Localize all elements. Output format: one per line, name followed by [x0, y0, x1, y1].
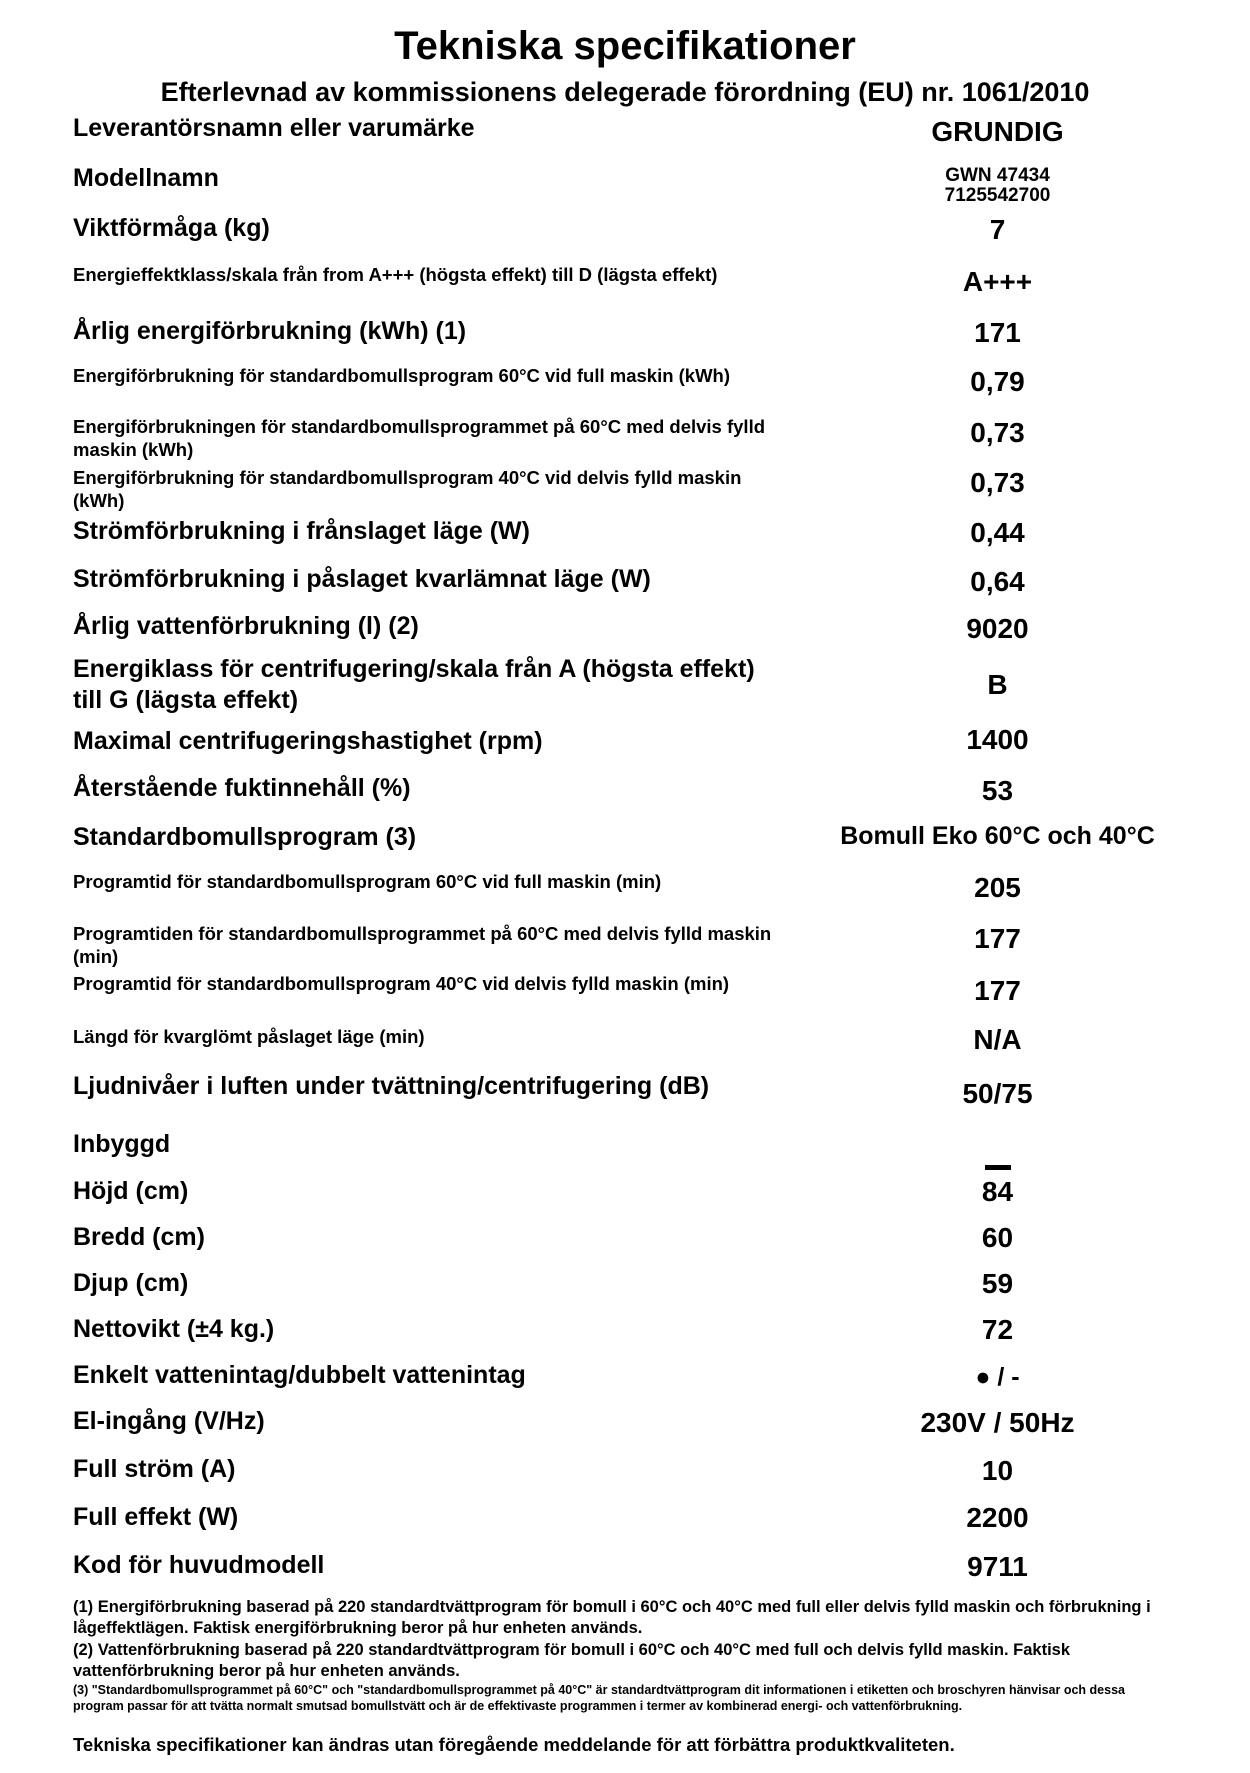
spec-label: Årlig vattenförbrukning (l) (2)	[73, 612, 419, 640]
spec-value: 0,73	[970, 467, 1025, 498]
built-in-dash	[850, 1144, 1145, 1178]
spec-value: 9711	[967, 1551, 1028, 1582]
spec-label: Kod för huvudmodell	[73, 1551, 325, 1579]
spec-value: GRUNDIG	[931, 116, 1064, 147]
footnote-3: (3) "Standardbomullsprogrammet på 60°C" och "standardbomullsprogrammet på 40°C" är standardtvättprogram dit informationen i etiketten och broschyren hänvisar och dessa program passar för att tvätta normalt smutsad bomullstvätt och är de effektivaste programmen i termer av kombinerad energi- och vattenförbrukning.	[73, 1683, 1125, 1713]
spec-value: N/A	[973, 1024, 1022, 1055]
page-title: Tekniska specifikationer	[394, 24, 856, 68]
spec-value: 0,73	[970, 417, 1025, 448]
spec-label: Energiförbrukning för standardbomullsprogram 40°C vid delvis fylld maskin (kWh)	[73, 467, 742, 511]
spec-value: 7	[989, 214, 1006, 245]
spec-label: Full ström (A)	[73, 1455, 236, 1483]
spec-label: Djup (cm)	[73, 1269, 189, 1297]
spec-label: Årlig energiförbrukning (kWh) (1)	[73, 317, 467, 345]
footnote-2: (2) Vattenförbrukning baserad på 220 standardtvättprogram för bomull i 60°C och 40°C med full och delvis fylld maskin. Faktisk vattenförbrukning beror på hur enheten används.	[73, 1641, 1071, 1680]
spec-value: 1400	[966, 724, 1029, 755]
spec-label: Energiförbrukningen för standardbomullsprogrammet på 60°C med delvis fylld maskin (kWh)	[73, 416, 766, 460]
spec-label: Energiklass för centrifugering/skala från A (högsta effekt) till G (lägsta effekt)	[73, 655, 755, 714]
spec-value: GWN 47434	[945, 165, 1050, 186]
dash-mark	[985, 1165, 1011, 1170]
spec-value: 177	[974, 975, 1021, 1006]
spec-value: 0,44	[970, 517, 1025, 548]
spec-label: El-ingång (V/Hz)	[73, 1407, 265, 1435]
spec-label: Programtid för standardbomullsprogram 60°C vid full maskin (min)	[73, 871, 662, 892]
spec-label: Programtid för standardbomullsprogram 40°C vid delvis fylld maskin (min)	[73, 973, 730, 994]
spec-value: 84	[981, 1176, 1014, 1207]
spec-value: 0,64	[970, 566, 1025, 597]
spec-value: 0,79	[970, 366, 1025, 397]
spec-label: Enkelt vattenintag/dubbelt vattenintag	[73, 1361, 526, 1389]
spec-label: Längd för kvarglömt påslaget läge (min)	[73, 1026, 425, 1047]
spec-label: Programtiden för standardbomullsprogrammet på 60°C med delvis fylld maskin (min)	[73, 923, 772, 967]
spec-label: Leverantörsnamn eller varumärke	[73, 114, 475, 142]
spec-value: 171	[974, 317, 1021, 348]
spec-label: Energieffektklass/skala från from A+++ (högsta effekt) till D (lägsta effekt)	[73, 264, 718, 285]
spec-label: Standardbomullsprogram (3)	[73, 823, 417, 851]
spec-value: A+++	[962, 266, 1033, 297]
spec-value: ● / -	[975, 1363, 1020, 1391]
closing-note: Tekniska specifikationer kan ändras utan föregående meddelande för att förbättra produktkvaliteten.	[73, 1734, 955, 1755]
spec-value: B	[987, 669, 1008, 700]
spec-value-secondary: 7125542700	[944, 185, 1051, 206]
spec-value: 10	[981, 1455, 1014, 1486]
spec-value: Bomull Eko 60°C och 40°C	[840, 822, 1155, 850]
spec-label: Bredd (cm)	[73, 1223, 205, 1251]
spec-value: 59	[981, 1268, 1014, 1299]
spec-value: 72	[981, 1314, 1014, 1345]
spec-label: Strömförbrukning i frånslaget läge (W)	[73, 517, 530, 545]
spec-label: Maximal centrifugeringshastighet (rpm)	[73, 727, 543, 755]
spec-label: Nettovikt (±4 kg.)	[73, 1315, 275, 1343]
spec-value: 60	[981, 1222, 1014, 1253]
spec-label: Strömförbrukning i påslaget kvarlämnat läge (W)	[73, 565, 651, 593]
spec-label: Ljudnivåer i luften under tvättning/centrifugering (dB)	[73, 1072, 710, 1100]
spec-label: Inbyggd	[73, 1130, 171, 1158]
footnote-1: (1) Energiförbrukning baserad på 220 standardtvättprogram för bomull i 60°C och 40°C med full eller delvis fylld maskin och förbrukning i lågeffektlägen. Faktisk energiförbrukning beror på hur enheten används.	[73, 1598, 1151, 1637]
spec-label: Viktförmåga (kg)	[73, 214, 270, 242]
spec-label: Återstående fuktinnehåll (%)	[73, 774, 411, 802]
spec-label: Modellnamn	[73, 164, 219, 192]
spec-value: 9020	[966, 613, 1029, 644]
spec-value: 230V / 50Hz	[920, 1407, 1075, 1438]
spec-value: 2200	[966, 1502, 1029, 1533]
spec-value: 50/75	[962, 1078, 1033, 1109]
spec-value: 177	[974, 923, 1021, 954]
page-subtitle: Efterlevnad av kommissionens delegerade förordning (EU) nr. 1061/2010	[160, 77, 1090, 107]
spec-value: 53	[981, 775, 1014, 806]
spec-label: Höjd (cm)	[73, 1177, 189, 1205]
spec-value: 205	[974, 872, 1021, 903]
spec-label: Full effekt (W)	[73, 1503, 239, 1531]
spec-label: Energiförbrukning för standardbomullsprogram 60°C vid full maskin (kWh)	[73, 365, 731, 386]
